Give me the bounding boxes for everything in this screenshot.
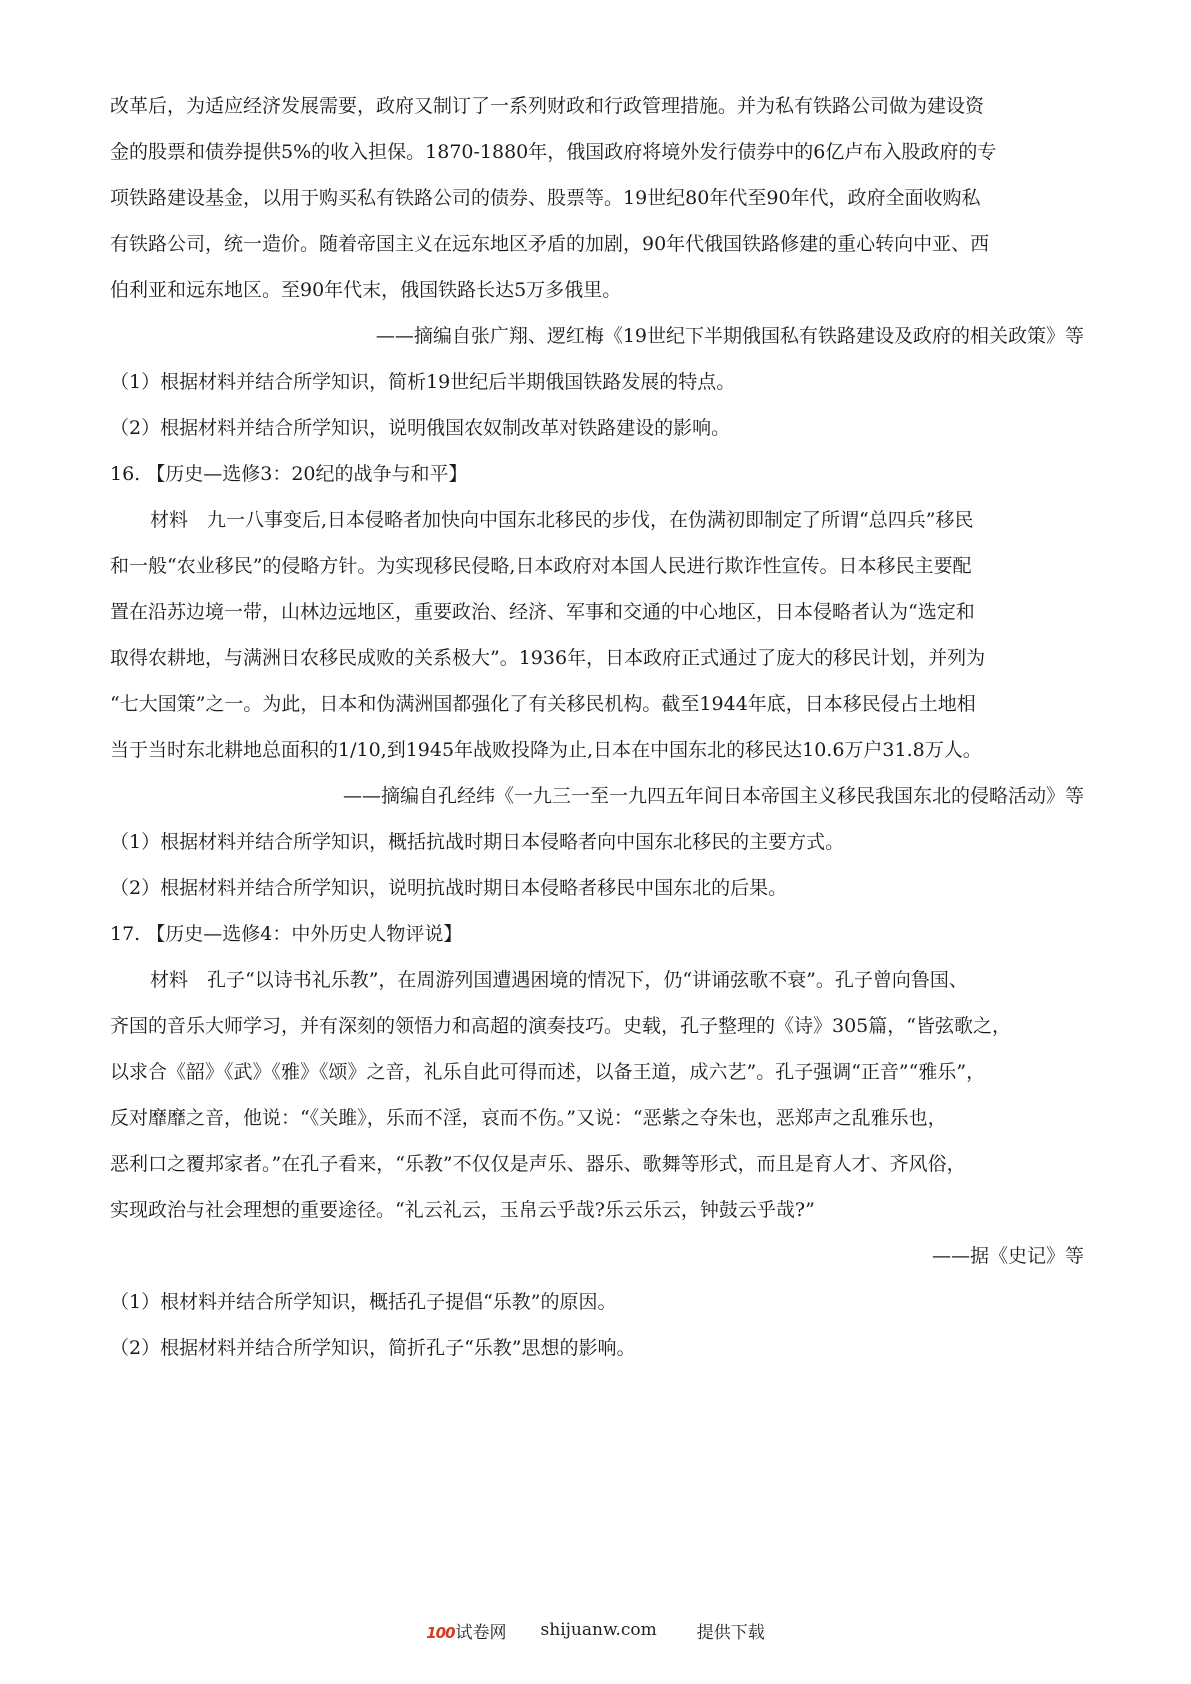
q17-material-line: 以求合《韶》《武》《雅》《颂》之音，礼乐自此可得而述，以备王道，成六艺”。孔子强调“正音”“雅乐”， (110, 1061, 986, 1083)
logo-number: 100 (426, 1623, 455, 1642)
page-footer (0, 1615, 1191, 1645)
intro-line: 有铁路公司，统一造价。随着帝国主义在远东地区矛盾的加剧，90年代俄国铁路修建的重心转向中亚、西 (110, 233, 990, 255)
intro-line: 伯利亚和远东地区。至90年代末，俄国铁路长达5万多俄里。 (110, 279, 622, 301)
q16-material-line: 取得农耕地，与满洲日农移民成败的关系极大”。1936年，日本政府正式通过了庞大的移民计划，并列为 (110, 647, 986, 669)
intro-line: 项铁路建设基金，以用于购买私有铁路公司的债券、股票等。19世纪80年代至90年代，政府全面收购私 (110, 187, 981, 209)
q17-material-line: 反对靡靡之音，他说：“《关雎》，乐而不淫，哀而不伤。”又说：“恶紫之夺朱也，恶郑声之乱雅乐也， (110, 1107, 947, 1129)
q17-source: ——据《史记》等 (931, 1245, 1084, 1267)
download-text: 提供下载 (696, 1622, 765, 1643)
intro-line: 改革后，为适应经济发展需要，政府又制订了一系列财政和行政管理措施。并为私有铁路公司做为建设资 (110, 95, 985, 117)
q17-material-line: 材料 孔子“以诗书礼乐教”，在周游列国遭遇困境的情况下，仍“讲诵弦歌不衰”。孔子曾向鲁国、 (150, 969, 968, 991)
q16-material-line: “七大国策”之一。为此，日本和伪满洲国都强化了有关移民机构。截至1944年底，日本移民侵占土地相 (110, 693, 976, 715)
q17-question-1: （1）根材料并结合所学知识，概括孔子提倡“乐教”的原因。 (110, 1291, 617, 1313)
intro-line: 金的股票和债券提供5%的收入担保。1870-1880年，俄国政府将境外发行债券中的6亿卢布入股政府的专 (110, 141, 997, 163)
q15-source: ——摘编自张广翔、逻红梅《19世纪下半期俄国私有铁路建设及政府的相关政策》等 (375, 325, 1084, 347)
site-logo[interactable] (426, 1618, 506, 1643)
q16-question-2: （2）根据材料并结合所学知识，说明抗战时期日本侵略者移民中国东北的后果。 (110, 877, 788, 899)
q16-question-1: （1）根据材料并结合所学知识，概括抗战时期日本侵略者向中国东北移民的主要方式。 (110, 831, 845, 853)
q16-source: ——摘编自孔经纬《一九三一至一九四五年间日本帝国主义移民我国东北的侵略活动》等 (342, 785, 1084, 807)
q16-heading: 16. 【历史—选修3：20纪的战争与和平】 (110, 463, 468, 485)
q17-material-line: 齐国的音乐大师学习，并有深刻的领悟力和高超的演奏技巧。史载，孔子整理的《诗》305篇，“皆弦歌之， (110, 1015, 1011, 1037)
q16-material-line: 和一般“农业移民”的侵略方针。为实现移民侵略,日本政府对本国人民进行欺诈性宣传。日本移民主要配 (110, 555, 972, 577)
q17-question-2: （2）根据材料并结合所学知识，简折孔子“乐教”思想的影响。 (110, 1337, 636, 1359)
q17-material-line: 恶利口之覆邦家者。”在孔子看来，“乐教”不仅仅是声乐、器乐、歌舞等形式，而且是育人才、齐风俗， (110, 1153, 966, 1175)
q16-material-line: 当于当时东北耕地总面积的1/10,到1945年战败投降为止,日本在中国东北的移民达10.6万户31.8万人。 (110, 739, 982, 761)
q15-question-2: （2）根据材料并结合所学知识，说明俄国农奴制改革对铁路建设的影响。 (110, 417, 731, 439)
logo-text: 试卷网 (455, 1622, 507, 1643)
q15-question-1: （1）根据材料并结合所学知识，简析19世纪后半期俄国铁路发展的特点。 (110, 371, 736, 393)
site-link[interactable]: shijuanw.com (540, 1620, 657, 1640)
q17-material-line: 实现政治与社会理想的重要途径。“礼云礼云，玉帛云乎哉?乐云乐云，钟鼓云乎哉?” (110, 1199, 815, 1221)
q16-material-line: 置在沿苏边境一带，山林边远地区，重要政治、经济、军事和交通的中心地区，日本侵略者认为“选定和 (110, 601, 975, 623)
q17-heading: 17. 【历史—选修4：中外历史人物评说】 (110, 923, 463, 945)
q16-material-line: 材料 九一八事变后,日本侵略者加快向中国东北移民的步伐，在伪满初即制定了所谓“总四兵”移民 (150, 509, 974, 531)
